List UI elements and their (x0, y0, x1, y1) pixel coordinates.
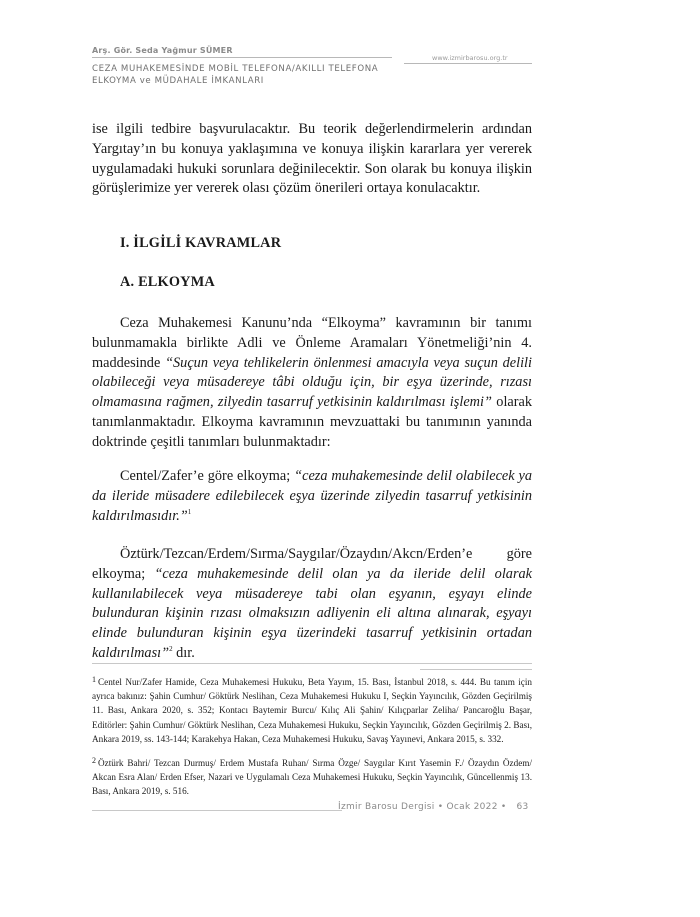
page-footer (338, 802, 529, 812)
header-rule-right (404, 63, 532, 64)
header-article-title (92, 63, 378, 87)
section-heading-2: A. ELKOYMA (120, 274, 215, 290)
footnote-2 (92, 754, 532, 799)
footnote-1 (92, 673, 532, 746)
paragraph-ozturk (92, 545, 532, 664)
header-rule-left (92, 57, 392, 58)
paragraph-centel (92, 467, 532, 526)
para2-start: Centel/Zafer’e göre elkoyma; (120, 468, 295, 484)
page-number: 63 (516, 802, 529, 812)
footnote-rule-short (420, 669, 532, 670)
footnote-rule (92, 663, 532, 664)
para3-quote: “ceza muhakemesinde delil olan ya da ileride delil olarak kullanılabilecek veya müsadereye tabi olan eşyanın, eşyayı elinde bulunduran kişinin rızası olmaksızın adliyenin eli altına alınarak, eşyayı elinde bulunduran kişinin eşya üzerindeki tasarruf yetkisinin ortadan kaldırılması” (92, 565, 533, 661)
intro-paragraph (92, 120, 532, 199)
footer-rule (92, 810, 342, 811)
para3-start: Öztürk/Tezcan/Erdem/Sırma/Saygılar/Özaydın/Akcn/Erden’e göre elkoyma; (92, 546, 532, 582)
intro-text: ise ilgili tedbire başvurulacaktır. Bu teorik değerlendirmelerin ardından Yargıtay’ın bu konuya yaklaşımına ve konuya ilişkin kararlara yer vererek uygulamadaki hukuki sorunlara değinilecektir. Son olarak bu konuya ilişkin görüşlerimize yer vererek olası çözüm önerileri ortaya konulacaktır. (92, 121, 532, 197)
footnote-2-number: 2 (92, 756, 96, 766)
footnotes (92, 673, 532, 807)
footnote-ref-1[interactable]: 1 (187, 507, 192, 516)
para2-quote: “ceza muhakemesinde delil olabilecek ya da ileride müsadere edilebilecek eşya üzerinde zilyedin tasarruf yetkisinin kaldırılmasıdır.” (92, 468, 532, 524)
header-title-line2: ELKOYMA ve MÜDAHALE İMKANLARI (92, 76, 264, 86)
paragraph-definition (92, 314, 532, 453)
header-title-line1: CEZA MUHAKEMESİNDE MOBİL TELEFONA/AKILLI TELEFONA (92, 64, 379, 74)
footer-journal: İzmir Barosu Dergisi • Ocak 2022 • (338, 802, 507, 812)
section-heading-1: I. İLGİLİ KAVRAMLAR (120, 235, 282, 251)
para1-start: Ceza Muhakemesi Kanunu’nda “Elkoyma” kavramının bir tanımı bulunmamakla birlikte Adli ve Önleme Aramaları Yönetmeliği’nin 4. maddesinde (92, 315, 532, 371)
footnote-2-text: Öztürk Bahri/ Tezcan Durmuş/ Erdem Mustafa Ruhan/ Sırma Özge/ Saygılar Kırıt Yasemin F./ Özaydın Özdem/ Akcan Esra Alan/ Erden Efser, Nazari ve Uygulamalı Ceza Muhakemesi Hukuku, Seçkin Yayıncılık, Güncellenmiş 13. Bası, Ankara 2019, s. 516. (92, 758, 532, 797)
header-author: Arş. Gör. Seda Yağmur SÜMER (92, 46, 233, 55)
footnote-1-text: Centel Nur/Zafer Hamide, Ceza Muhakemesi Hukuku, Beta Yayım, 15. Bası, İstanbul 2018, s. 444. Bu tanım için ayrıca bakınız: Şahin Cumhur/ Göktürk Neslihan, Ceza Muhakemesi Hukuku I, Seçkin Yayıncılık, Gözden Geçirilmiş 11. Bası, Ankara 2020, s. 352; Kontacı Baytemir Burcu/ Kılıç Ali Şahin/ Kılıçparlar Zeliha/ Pancaroğlu Başar, Editörler: Şahin Cumhur/ Göktürk Neslihan, Ceza Muhakemesi Hukuku, Seçkin Yayıncılık, Gözden Geçirilmiş 2. Bası, Ankara 2019, ss. 143-144; Karakehya Hakan, Ceza Muhakemesi Hukuku, Savaş Yayınevi, Ankara 2015, s. 332. (92, 677, 532, 744)
para1-end: olarak tanımlanmaktadır. Elkoyma kavramının mevzuattaki bu tanımının yanında doktrinde çeşitli tanımları bulunmaktadır: (92, 394, 533, 450)
header-site-url[interactable]: www.izmirbarosu.org.tr (432, 54, 508, 62)
para1-quote: “Suçun veya tehlikelerin önlenmesi amacıyla veya suçun delili olabileceği veya müsadereye tâbi olduğu için, bir eşya üzerinde, rızası olmamasına rağmen, zilyedin tasarruf yetkisinin kaldırılması işlemi” (92, 354, 532, 411)
para3-end: dır. (172, 644, 195, 661)
footnote-ref-2[interactable]: 2 (169, 644, 173, 653)
footnote-1-number: 1 (92, 675, 96, 684)
